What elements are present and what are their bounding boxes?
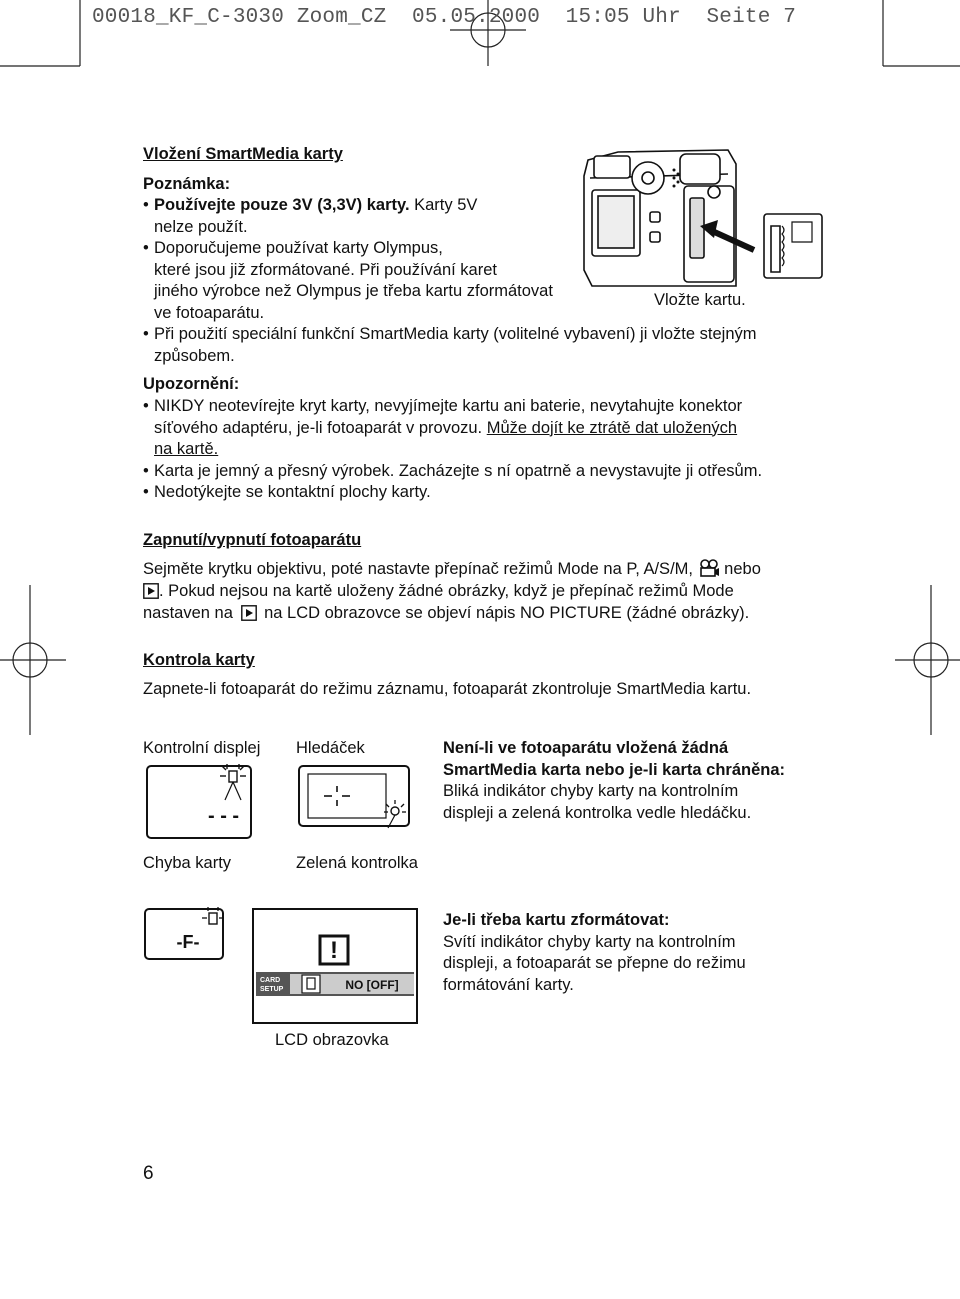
warning-icon: ! — [330, 937, 338, 964]
list-item: • Při použití speciální funkční SmartMedia karty (volitelné vybavení) ji vložte stejným způsobem. — [143, 324, 823, 367]
note-label: Poznámka: — [143, 175, 231, 193]
list-item: • Používejte pouze 3V (3,3V) karty. Karty 5V nelze použít. — [143, 195, 823, 238]
page-number: 6 — [143, 1163, 154, 1184]
lcd-card-label: CARD — [260, 977, 281, 984]
display-dashes: - - - — [208, 805, 240, 827]
lcd-option-text: NO [OFF] — [345, 978, 399, 992]
movie-mode-icon — [698, 559, 720, 577]
power-text-line1: Sejměte krytku objektivu, poté nastavte přepínač režimů Mode na P, A/S/M, nebo — [143, 560, 761, 578]
control-display-no-card — [142, 760, 262, 850]
list-item: • Karta je jemný a přesný výrobek. Zacházejte s ní opatrně a nevystavujte ji otřesům. — [143, 461, 843, 483]
label-control-display: Kontrolní displej — [143, 739, 261, 757]
camera-insert-card-illustration — [578, 146, 828, 296]
list-item: • Nedotýkejte se kontaktní plochy karty. — [143, 482, 843, 504]
warning-label: Upozornění: — [143, 375, 240, 393]
card-check-text: Zapnete-li fotoaparát do režimu záznamu, fotoaparát zkontroluje SmartMedia kartu. — [143, 680, 752, 698]
section-title-insert-card: Vložení SmartMedia karty — [143, 145, 343, 163]
power-text-line2: . Pokud nejsou na kartě uloženy žádné obrázky, když je přepínač režimů Mode — [143, 581, 734, 603]
label-green-lamp: Zelená kontrolka — [296, 854, 418, 872]
no-card-explanation: Není-li ve fotoaparátu vložená žádná SmartMedia karta nebo je-li karta chráněna: Bliká indikátor chyby karty na kontrolním displeji a zelená kontrolka vedle hledáčku. — [443, 739, 786, 822]
label-viewfinder: Hledáček — [296, 739, 365, 757]
list-item: • NIKDY neotevírejte kryt karty, nevyjímejte kartu ani baterie, nevytahujte konektor síťového adaptéru, je-li fotoaparát v provozu. Může dojít ke ztrátě dat uložených na kartě. — [143, 396, 843, 461]
lcd-setup-label: SETUP — [260, 986, 284, 993]
print-header: 00018_KF_C-3030 Zoom_CZ 05.05.2000 15:05 Uhr Seite 7 — [92, 6, 797, 29]
label-card-error: Chyba karty — [143, 854, 232, 872]
format-explanation: Je-li třeba kartu zformátovat: Svítí indikátor chyby karty na kontrolním displeji, a fotoaparát se přepne do režimu formátování karty. — [443, 911, 746, 994]
display-format-code: -F- — [176, 932, 200, 952]
playback-mode-icon — [143, 583, 159, 599]
playback-mode-icon — [238, 605, 260, 621]
section-title-card-check: Kontrola karty — [143, 651, 255, 669]
lcd-screen-card-setup — [252, 908, 420, 1026]
warning-list — [143, 396, 843, 504]
viewfinder-illustration — [296, 762, 416, 832]
control-display-format — [142, 904, 232, 964]
label-lcd-screen: LCD obrazovka — [275, 1031, 389, 1049]
list-item: • Doporučujeme používat karty Olympus, které jsou již zformátované. Při používání karet jiného výrobce než Olympus je třeba kartu zformátovat ve fotoaparátu. — [143, 238, 823, 324]
power-text-line3: nastaven na na LCD obrazovce se objeví nápis NO PICTURE (žádné obrázky). — [143, 604, 750, 622]
insert-card-caption: Vložte kartu. — [654, 291, 746, 309]
section-title-power: Zapnutí/vypnutí fotoaparátu — [143, 531, 362, 549]
